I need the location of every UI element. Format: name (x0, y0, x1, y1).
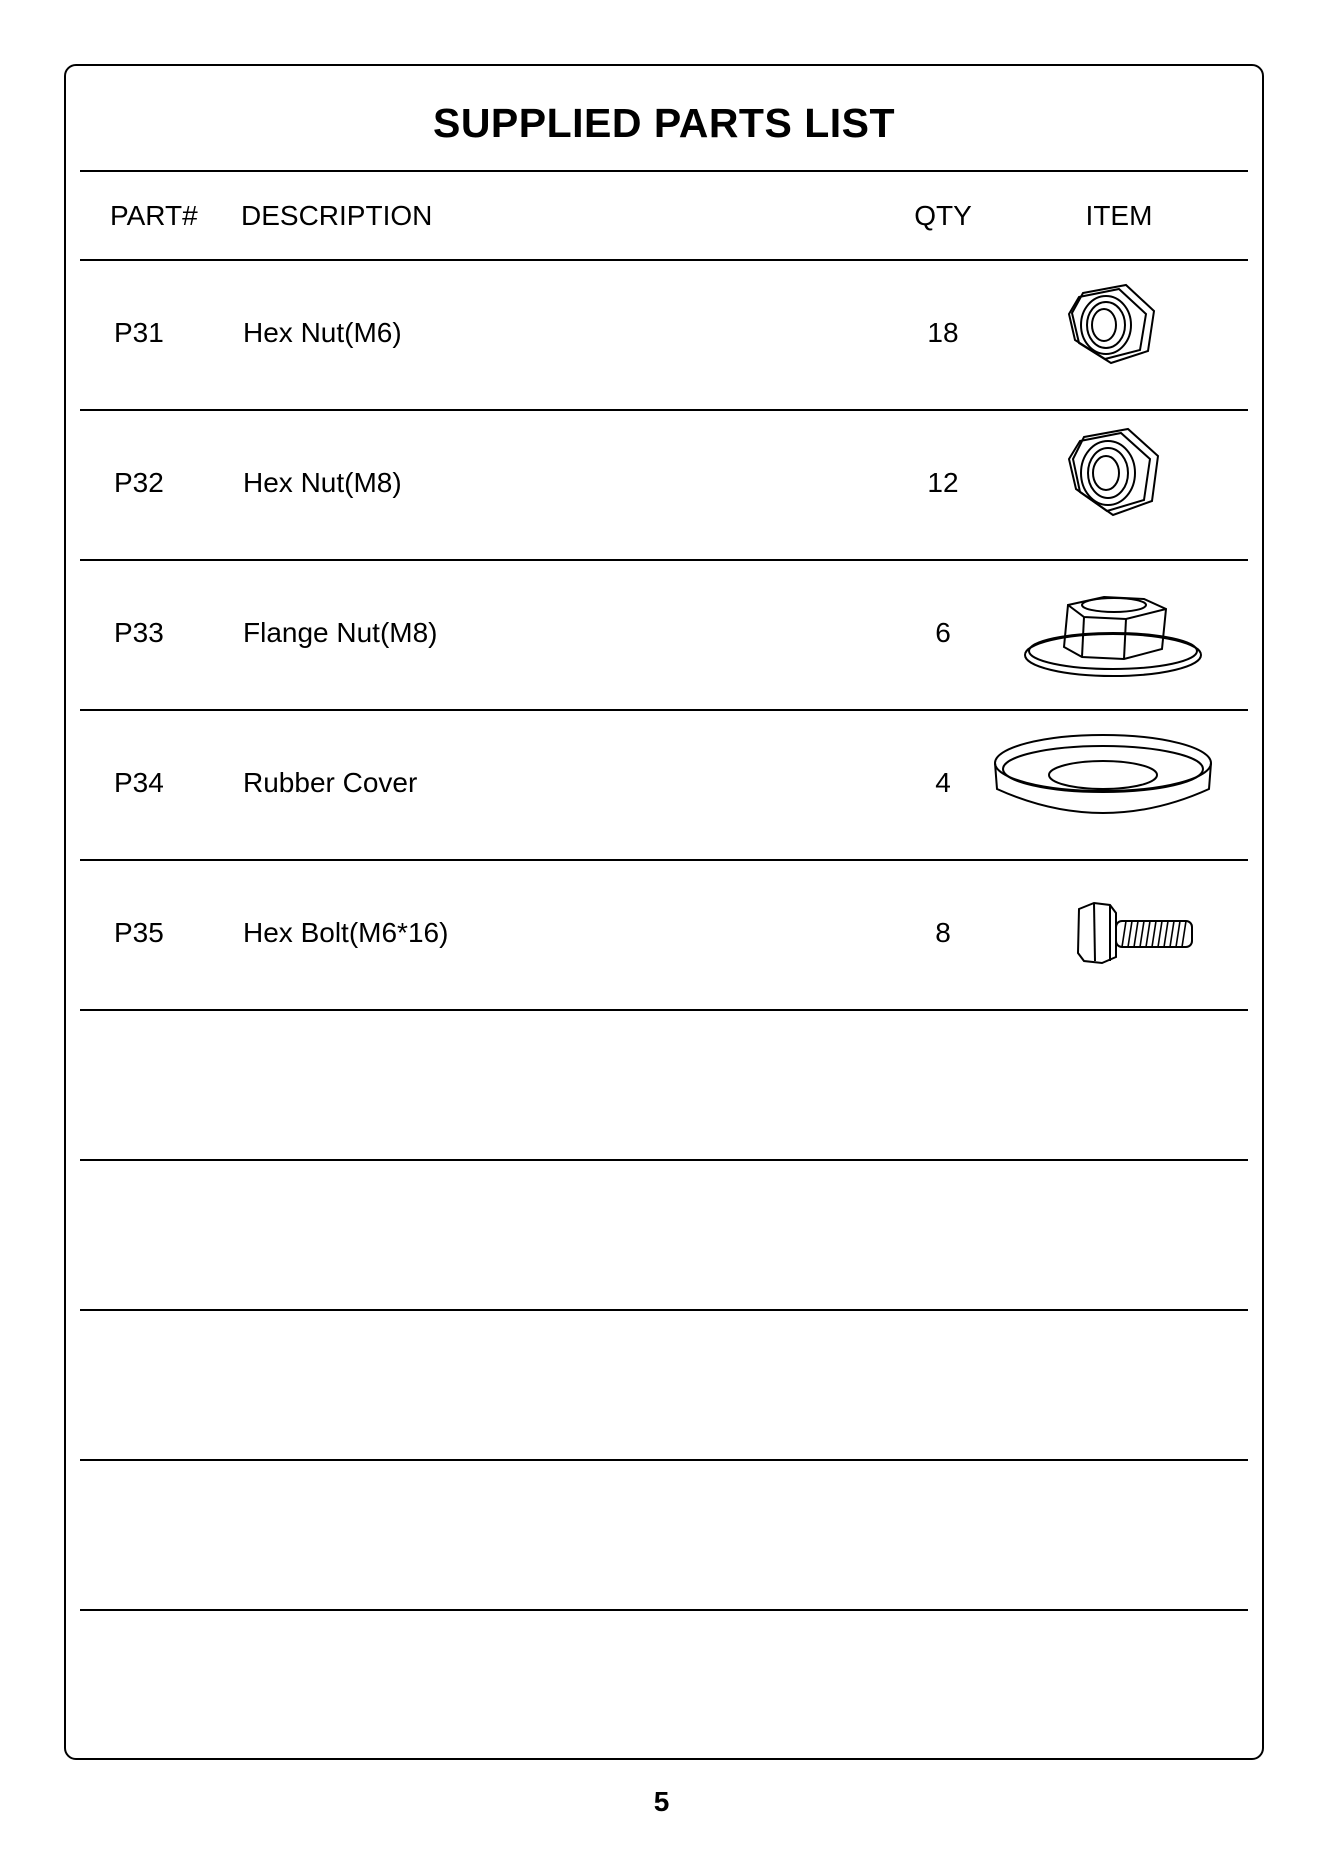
table-row (66, 859, 1262, 1009)
part-qty: 6 (935, 617, 951, 648)
table-row (66, 409, 1262, 559)
part-number: P34 (114, 767, 164, 798)
part-number: P31 (114, 317, 164, 348)
hex-bolt-icon (966, 859, 1226, 1009)
part-description: Hex Nut(M6) (243, 317, 402, 348)
divider (80, 1309, 1248, 1311)
flange-nut-icon (966, 559, 1226, 709)
table-row (66, 709, 1262, 859)
divider (80, 170, 1248, 172)
part-qty: 18 (927, 317, 959, 348)
header-part: PART# (110, 200, 198, 231)
page-title: SUPPLIED PARTS LIST (432, 100, 896, 146)
header-qty: QTY (914, 200, 972, 231)
table-row (66, 559, 1262, 709)
part-description: Hex Bolt(M6*16) (243, 917, 449, 948)
parts-list-frame (64, 64, 1264, 1760)
divider (80, 1159, 1248, 1161)
page-number: 5 (653, 1786, 670, 1817)
part-number: P32 (114, 467, 164, 498)
part-number: P33 (114, 617, 164, 648)
part-description: Rubber Cover (243, 767, 418, 798)
part-number: P35 (114, 917, 164, 948)
hex-nut-icon (966, 259, 1226, 409)
part-description: Flange Nut(M8) (243, 617, 438, 648)
part-description: Hex Nut(M8) (243, 467, 402, 498)
divider (80, 1609, 1248, 1611)
hex-nut-icon (966, 409, 1226, 559)
part-qty: 8 (935, 917, 951, 948)
table-row (66, 259, 1262, 409)
divider (80, 1009, 1248, 1011)
header-description: DESCRIPTION (241, 200, 433, 231)
part-qty: 12 (927, 467, 959, 498)
header-item: ITEM (1085, 200, 1153, 231)
divider (80, 1459, 1248, 1461)
part-qty: 4 (935, 767, 951, 798)
rubber-cover-icon (966, 709, 1226, 859)
